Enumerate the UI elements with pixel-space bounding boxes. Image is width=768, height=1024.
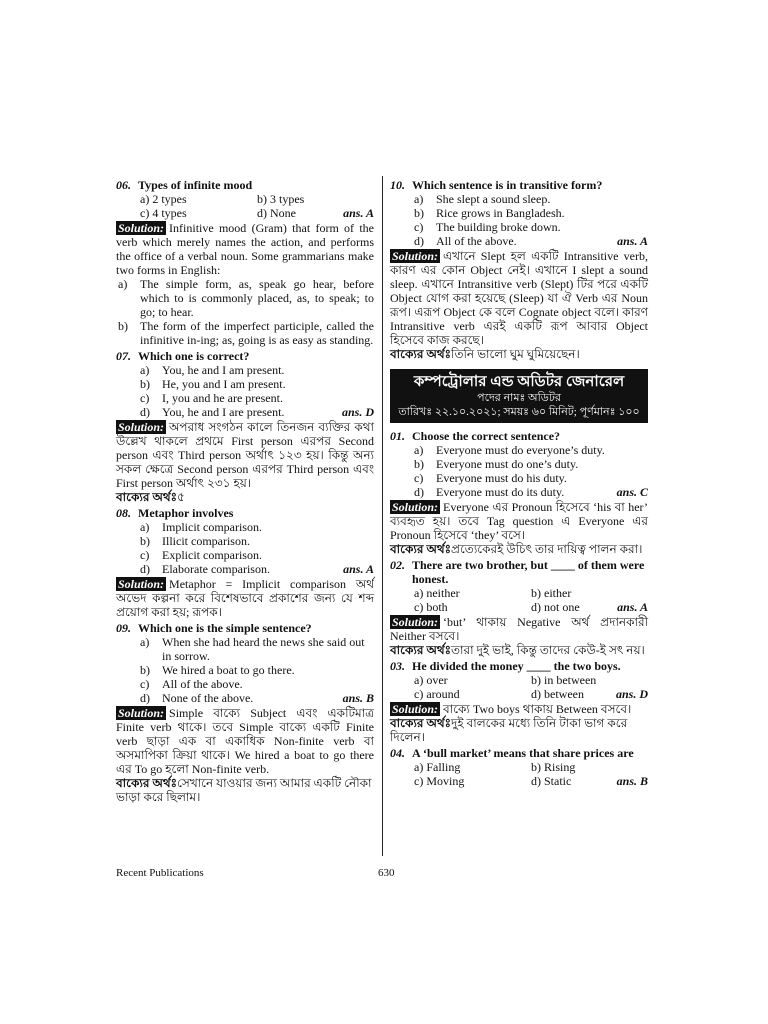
option-b: b) either [531, 586, 572, 600]
question-number: 10. [390, 178, 405, 192]
solution [116, 706, 374, 776]
question-text: Metaphor involves [138, 506, 234, 520]
solution-tag: Solution: [118, 420, 165, 434]
solution-tag: Solution: [118, 706, 165, 720]
solution-tag: Solution: [392, 615, 439, 629]
publisher-footer: Recent Publications [116, 867, 204, 879]
option-c: c) The building broke down. [414, 220, 561, 234]
question-text: He divided the money ____ the two boys. [412, 659, 621, 673]
question-text: Choose the correct sentence? [412, 429, 561, 443]
page-number: 630 [378, 867, 395, 879]
question-number: 06. [116, 178, 131, 192]
question-number: 02. [390, 558, 405, 572]
solution [390, 702, 648, 716]
solution-text: Metaphor = Implicit comparison অর্থ অভেদ কল্পনা করে বিশেষভাবে প্রকাশের জন্য যে শব্দ প্রয়োগ করা হয়; রূপক। [116, 577, 374, 619]
option-c: c) Moving [414, 774, 465, 788]
answer-label: ans. D [615, 687, 648, 701]
answer-label: ans. A [343, 206, 374, 220]
question-04 [390, 746, 648, 788]
answer-label: ans. A [617, 600, 648, 614]
option-a: a) She slept a sound sleep. [414, 192, 551, 206]
solution-text: এখানে Slept হল একটি Intransitive verb, কারণ এর কোন Object নেই। এখানে I slept a sound sleep. এখানে Intransitive verb (Slept) টির পরে একটি Object যোগ করা হয়েছে (Sleep) যা ঐ Verb এর Noun রূপ। এরূপ Object কে বলে Cognate object বলে। কারণ Intransitive verb এরই একটি রূপ আবার Object হিসেবে কাজ করছে। [390, 249, 648, 347]
options-grid [390, 760, 648, 788]
exam-post: পদের নামঃ অডিটর [477, 392, 561, 404]
solution-tag: Solution: [118, 221, 165, 235]
options-grid [390, 673, 648, 701]
solution-tag: Solution: [118, 577, 165, 591]
question-text: Which one is the simple sentence? [138, 621, 312, 635]
option-b: b) Everyone must do one’s duty. [414, 457, 579, 471]
solution-text: অপরাধ সংগঠন কালে তিনজন ব্যক্তির কথা উল্লেখ থাকলে প্রথমে First person এরপর Second person এবং Third person অর্থাৎ ১২৩ হয়। কিন্তু অন্য সকল ক্ষেত্রে Second person এরপর Third person এবং First person অর্থাৎ ২৩১ হয়। [116, 420, 374, 490]
option-d: d) between [531, 687, 584, 701]
solution [116, 420, 374, 490]
answer-label: ans. D [341, 405, 374, 419]
option-d: d) Everyone must do its duty. ans. C [414, 485, 648, 499]
question-text: Which sentence is in transitive form? [412, 178, 603, 192]
option-d: d) All of the above. ans. A [414, 234, 648, 248]
question-02 [390, 558, 648, 657]
solution [390, 615, 648, 643]
question-03 [390, 659, 648, 744]
sentence-meaning: বাক্যের অর্থঃতিনি ভালো ঘুম ঘুমিয়েছেন। [390, 347, 580, 361]
option-c: c) Explicit comparison. [140, 548, 262, 562]
options-grid [390, 586, 648, 614]
solution-tag: Solution: [392, 249, 439, 263]
question-09 [116, 621, 374, 804]
option-c: c) All of the above. [140, 677, 243, 691]
solution-text: Everyone এর Pronoun হিসেবে ‘his বা her’ ব্যবহৃত হয়। তবে Tag question এ Everyone এর Pronoun হিসেবে ‘they’ বসে। [390, 500, 648, 542]
option-a: a) Implicit comparison. [140, 520, 262, 534]
question-number: 04. [390, 746, 405, 760]
question-06 [116, 178, 374, 347]
solution-tag: Solution: [392, 500, 439, 514]
sentence-meaning: বাক্যের অর্থঃসেখানে যাওয়ার জন্য আমার একটি নৌকা ভাড়া করে ছিলাম। [116, 776, 372, 804]
sentence-meaning: বাক্যের অর্থঃপ্রত্যেকেরই উচিৎ তার দায়িত্ব পালন করা। [390, 542, 643, 556]
answer-label: ans. B [342, 691, 374, 705]
option-b: b) in between [531, 673, 597, 687]
question-07 [116, 349, 374, 504]
question-number: 01. [390, 429, 405, 443]
answer-label: ans. A [343, 562, 374, 576]
option-a: a) over [414, 673, 448, 687]
left-column [116, 176, 374, 804]
option-d: d) not one [531, 600, 580, 614]
question-text: There are two brother, but ____ of them were honest. [412, 558, 645, 586]
option-a: a) Everyone must do everyone’s duty. [414, 443, 605, 457]
solution [390, 249, 648, 347]
solution-tag: Solution: [392, 702, 439, 716]
solution-point-a: a) The simple form, as, speak go hear, before which to is commonly placed, as, to speak; to go; to hear. [118, 277, 374, 319]
solution [116, 577, 374, 619]
option-d: d) Elaborate comparison. ans. A [140, 562, 374, 576]
column-divider [382, 176, 383, 856]
option-d: d) Static [531, 774, 572, 788]
options-grid [116, 192, 374, 220]
right-column [390, 176, 648, 788]
option-c: c) both [414, 600, 448, 614]
question-number: 03. [390, 659, 405, 673]
option-a: a) neither [414, 586, 460, 600]
answer-label: ans. A [617, 234, 648, 248]
option-d: d) None of the above. ans. B [140, 691, 374, 705]
solution-text: ‘but’ থাকায় Negative অর্থ প্রদানকারী Neither বসবে। [390, 615, 648, 643]
exam-info: তারিখঃ ২২.১০.২০২১; সময়ঃ ৬০ মিনিট; পূর্ণমানঃ ১০০ [398, 406, 640, 418]
exam-banner [390, 369, 648, 423]
option-c: c) 4 types [140, 206, 187, 220]
solution-text: বাক্যে Two boys থাকায় Between বসবে। [443, 702, 632, 716]
option-b: b) We hired a boat to go there. [140, 663, 295, 677]
question-01 [390, 429, 648, 556]
exam-title: কম্পট্রোলার এন্ড অডিটর জেনারেল [413, 374, 625, 390]
sentence-meaning: বাক্যের অর্থঃদুই বালকের মধ্যে তিনি টাকা ভাগ করে দিলেন। [390, 716, 628, 744]
sentence-meaning: বাক্যের অর্থঃ৫ [116, 490, 185, 504]
option-a: a) When she had heard the news she said out in sorrow. [140, 635, 365, 663]
option-b: b) 3 types [257, 192, 305, 206]
answer-label: ans. B [616, 774, 648, 788]
question-number: 07. [116, 349, 131, 363]
option-b: b) Illicit comparison. [140, 534, 250, 548]
question-number: 08. [116, 506, 131, 520]
option-b: b) He, you and I am present. [140, 377, 286, 391]
option-a: a) 2 types [140, 192, 187, 206]
question-text: Which one is correct? [138, 349, 250, 363]
option-d: d) You, he and I are present. ans. D [140, 405, 374, 419]
answer-label: ans. C [616, 485, 648, 499]
option-a: a) You, he and I am present. [140, 363, 285, 377]
solution [390, 500, 648, 542]
option-c: c) I, you and he are present. [140, 391, 283, 405]
option-c: c) around [414, 687, 460, 701]
option-d: d) None [257, 206, 296, 220]
option-c: c) Everyone must do his duty. [414, 471, 567, 485]
question-text: A ‘bull market’ means that share prices are [412, 746, 634, 760]
solution [116, 221, 374, 277]
solution-text: Infinitive mood (Gram) that form of the verb which merely names the action, and performs the office of a verbal noun. Some grammarians make two forms in English: [116, 221, 374, 277]
option-a: a) Falling [414, 760, 461, 774]
question-text: Types of infinite mood [138, 178, 253, 192]
option-b: b) Rice grows in Bangladesh. [414, 206, 565, 220]
option-b: b) Rising [531, 760, 576, 774]
solution-text: Simple বাক্যে Subject এবং একটিমাত্র Finite verb থাকে। তবে Simple বাক্যে একটি Finite verb ছাড়া এক বা একাধিক Non-finite verb বা অসমাপিকা ক্রিয়া থাকে। We hired a boat to go there এর To go হলো Non-finite verb. [116, 706, 374, 776]
question-number: 09. [116, 621, 131, 635]
solution-point-b: b) The form of the imperfect participle, called the infinitive in-ing; as, going is as easy as standing. [118, 319, 374, 347]
question-10 [390, 178, 648, 361]
sentence-meaning: বাক্যের অর্থঃতারা দুই ভাই, কিন্তু তাদের কেউ-ই সৎ নয়। [390, 643, 645, 657]
question-08 [116, 506, 374, 619]
